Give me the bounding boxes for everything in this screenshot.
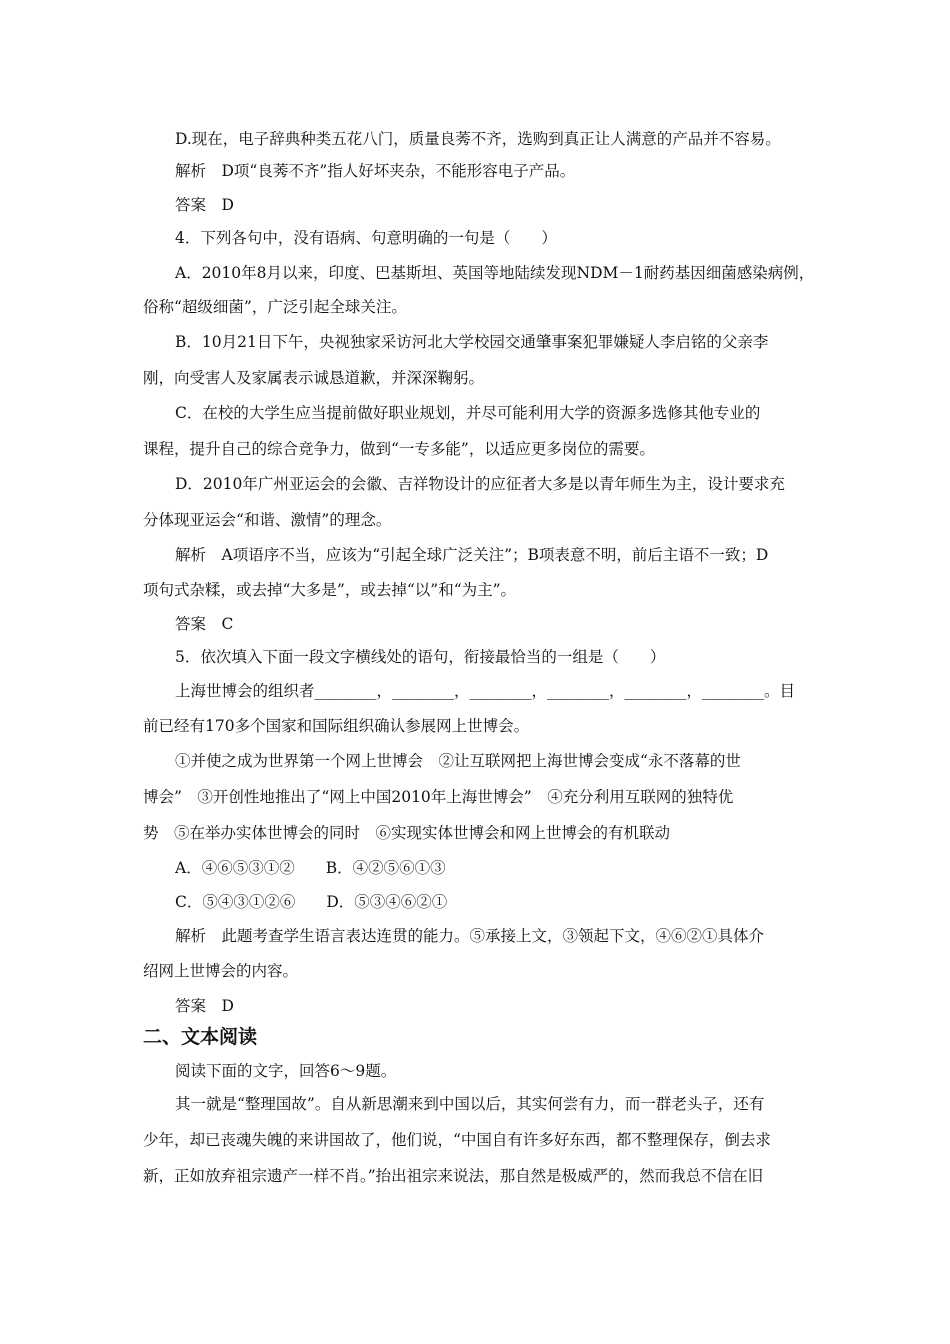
q4-option-a-line2: 俗称“超级细菌”，广泛引起全球关注。 [143,298,407,316]
q5-passage-line2: 前已经有170多个国家和国际组织确认参展网上世博会。 [143,717,530,735]
q4-answer: 答案 C [175,615,234,633]
q4-option-d-line1: D．2010年广州亚运会的会徽、吉祥物设计的应征者大多是以青年师生为主，设计要求充 [175,475,785,493]
q4-option-a-line1: A．2010年8月以来，印度、巴基斯坦、英国等地陆续发现NDM－1耐药基因细菌感染病例， [175,264,815,282]
q3-analysis: 解析 D项“良莠不齐”指人好坏夹杂，不能形容电子产品。 [175,162,576,180]
q4-analysis-line1: 解析 A项语序不当，应该为“引起全球广泛关注”；B项表意不明，前后主语不一致；D [175,546,769,564]
q4-option-b-line1: B．10月21日下午，央视独家采访河北大学校园交通肇事案犯罪嫌疑人李启铭的父亲李 [175,333,769,351]
q3-option-d: D.现在，电子辞典种类五花八门，质量良莠不齐，选购到真正让人满意的产品并不容易。 [175,130,781,148]
q5-analysis-line1: 解析 此题考查学生语言表达连贯的能力。⑤承接上文，③领起下文，④⑥②①具体介 [175,927,765,945]
q4-analysis-line2: 项句式杂糅，或去掉“大多是”，或去掉“以”和“为主”。 [143,581,517,599]
q4-option-d-line2: 分体现亚运会“和谐、激情”的理念。 [143,511,392,529]
q5-analysis-line2: 绍网上世博会的内容。 [143,962,299,980]
q4-stem: 4．下列各句中，没有语病、句意明确的一句是（ ） [175,229,557,247]
q4-option-c-line1: C．在校的大学生应当提前做好职业规划，并尽可能利用大学的资源多选修其他专业的 [175,404,761,422]
passage-line2: 少年，却已丧魂失魄的来讲国故了，他们说，“中国自有许多好东西，都不整理保存，倒去求 [143,1131,771,1149]
reading-instruction: 阅读下面的文字，回答6～9题。 [175,1062,397,1080]
q5-passage-line1: 上海世博会的组织者________，________，________，________，________，________。目 [175,682,796,700]
q3-answer: 答案 D [175,196,234,214]
section-title: 二、文本阅读 [143,1026,258,1048]
q5-stem: 5．依次填入下面一段文字横线处的语句，衔接最恰当的一组是（ ） [175,648,666,666]
q5-items-line2: 博会” ③开创性地推出了“网上中国2010年上海世博会” ④充分利用互联网的独特优 [143,788,734,806]
q4-option-b-line2: 刚，向受害人及家属表示诚恳道歉，并深深鞠躬。 [143,369,485,387]
q5-answer: 答案 D [175,997,234,1015]
q5-options-ab: A．④⑥⑤③①② B．④②⑤⑥①③ [175,859,446,877]
q5-items-line1: ①并使之成为世界第一个网上世博会 ②让互联网把上海世博会变成“永不落幕的世 [175,752,741,770]
passage-line3: 新，正如放弃祖宗遗产一样不肖。”抬出祖宗来说法，那自然是极威严的，然而我总不信在旧 [143,1167,764,1185]
passage-line1: 其一就是“整理国故”。自从新思潮来到中国以后，其实何尝有力，而一群老头子，还有 [175,1095,765,1113]
q5-items-line3: 势 ⑤在举办实体世博会的同时 ⑥实现实体世博会和网上世博会的有机联动 [143,824,671,842]
q5-options-cd: C．⑤④③①②⑥ D．⑤③④⑥②① [175,893,448,911]
q4-option-c-line2: 课程，提升自己的综合竞争力，做到“一专多能”，以适应更多岗位的需要。 [143,440,655,458]
